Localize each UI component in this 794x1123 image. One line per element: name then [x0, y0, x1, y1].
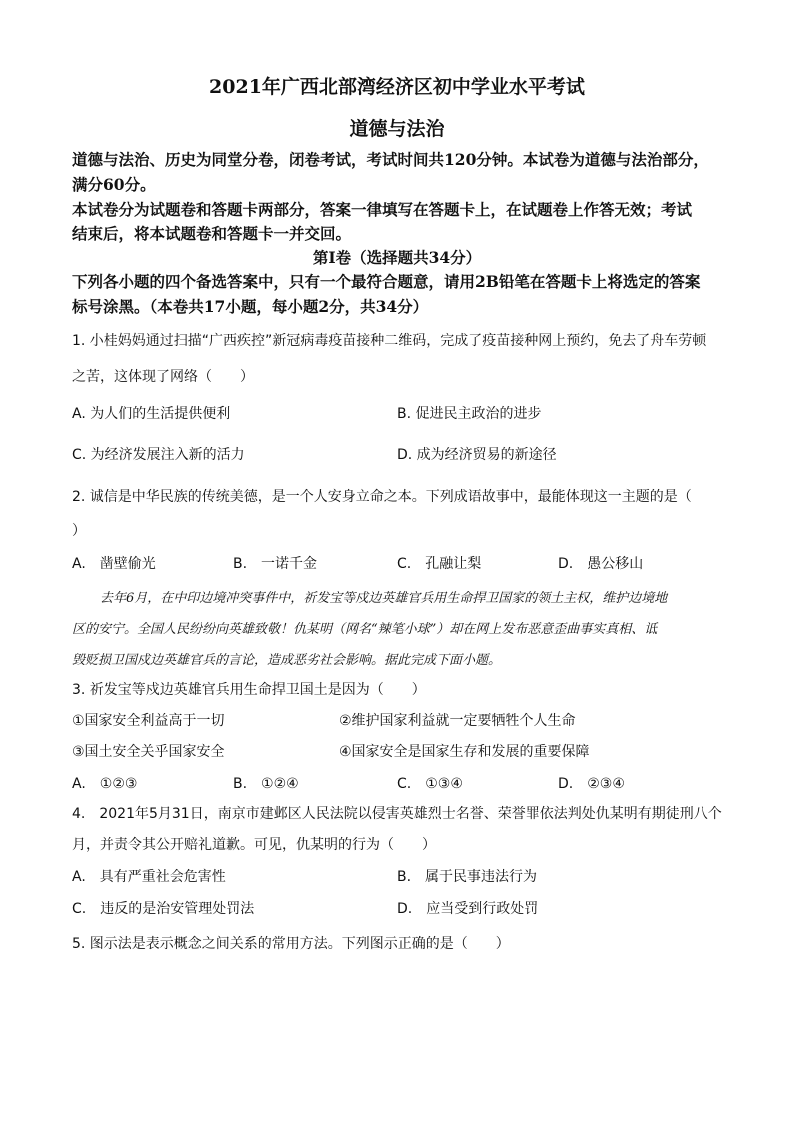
option-a: A. 凿壁偷光 — [72, 556, 156, 572]
question-5-stem: 5. 图示法是表示概念之间关系的常用方法。下列图示正确的是（ ） — [72, 936, 510, 952]
option-c: C. ①③④ — [397, 776, 463, 792]
option-d: D. 愚公移山 — [558, 556, 644, 572]
material-text: 毁贬损卫国戍边英雄官兵的言论，造成恶劣社会影响。据此完成下面小题。 — [72, 653, 502, 668]
subject-title: 道德与法治 — [349, 118, 445, 140]
option-c: C. 为经济发展注入新的活力 — [72, 447, 245, 463]
section-desc: 标号涂黑。（本卷共17小题，每小题2分，共34分） — [72, 297, 429, 316]
statement-2: ②维护国家利益就一定要牺牲个人生命 — [339, 713, 576, 729]
instruction-line: 满分60分。 — [72, 175, 156, 194]
option-b: B. ①②④ — [233, 776, 299, 792]
option-c: C. 违反的是治安管理处罚法 — [72, 901, 255, 917]
question-1-stem: 之苦，这体现了网络（ ） — [72, 369, 254, 385]
option-a: A. 具有严重社会危害性 — [72, 869, 226, 885]
question-3-stem: 3. 祈发宝等戍边英雄官兵用生命捍卫国土是因为（ ） — [72, 682, 426, 698]
section-title: 第Ⅰ卷（选择题共34分） — [312, 248, 482, 267]
option-c: C. 孔融让梨 — [397, 556, 482, 572]
statement-1: ①国家安全利益高于一切 — [72, 713, 225, 729]
question-2-stem: 2. 诚信是中华民族的传统美德，是一个人安身立命之本。下列成语故事中，最能体现这一主题的是（ — [72, 489, 692, 505]
statement-4: ④国家安全是国家生存和发展的重要保障 — [339, 744, 590, 760]
material-text: 区的安宁。全国人民纷纷向英雄致敬！仇某明（网名“辣笔小球”）却在网上发布恶意歪曲事实真相、诋 — [72, 622, 658, 637]
material-text: 去年6月，在中印边境冲突事件中，祈发宝等戍边英雄官兵用生命捍卫国家的领土主权，维护边境地 — [100, 591, 668, 606]
question-4-stem: 月，并责令其公开赔礼道歉。可见，仇某明的行为（ ） — [72, 837, 436, 853]
section-desc: 下列各小题的四个备选答案中，只有一个最符合题意，请用2B铅笔在答题卡上将选定的答案 — [72, 272, 701, 291]
option-d: D. 应当受到行政处罚 — [397, 901, 539, 917]
option-b: B. 一诺千金 — [233, 556, 318, 572]
exam-title: 2021年广西北部湾经济区初中学业水平考试 — [209, 76, 585, 98]
instruction-line: 道德与法治、历史为同堂分卷，闭卷考试，考试时间共120分钟。本试卷为道德与法治部分， — [72, 150, 709, 169]
option-b: B. 属于民事违法行为 — [397, 869, 538, 885]
statement-3: ③国土安全关乎国家安全 — [72, 744, 225, 760]
option-a: A. ①②③ — [72, 776, 138, 792]
question-1-stem: 1. 小桂妈妈通过扫描“广西疾控”新冠病毒疫苗接种二维码，完成了疫苗接种网上预约，免去了舟车劳顿 — [72, 333, 707, 349]
option-d: D. ②③④ — [558, 776, 625, 792]
instruction-line: 本试卷分为试题卷和答题卡两部分，答案一律填写在答题卡上，在试题卷上作答无效；考试 — [72, 200, 693, 219]
question-2-stem: ） — [72, 523, 86, 539]
instruction-line: 结束后，将本试题卷和答题卡一并交回。 — [72, 224, 352, 243]
question-4-stem: 4. 2021年5月31日，南京市建邺区人民法院以侵害英雄烈士名誉、荣誉罪依法判处仇某明有期徒刑八个 — [72, 806, 722, 822]
option-a: A. 为人们的生活提供便利 — [72, 406, 231, 422]
option-d: D. 成为经济贸易的新途径 — [397, 447, 557, 463]
option-b: B. 促进民主政治的进步 — [397, 406, 542, 422]
